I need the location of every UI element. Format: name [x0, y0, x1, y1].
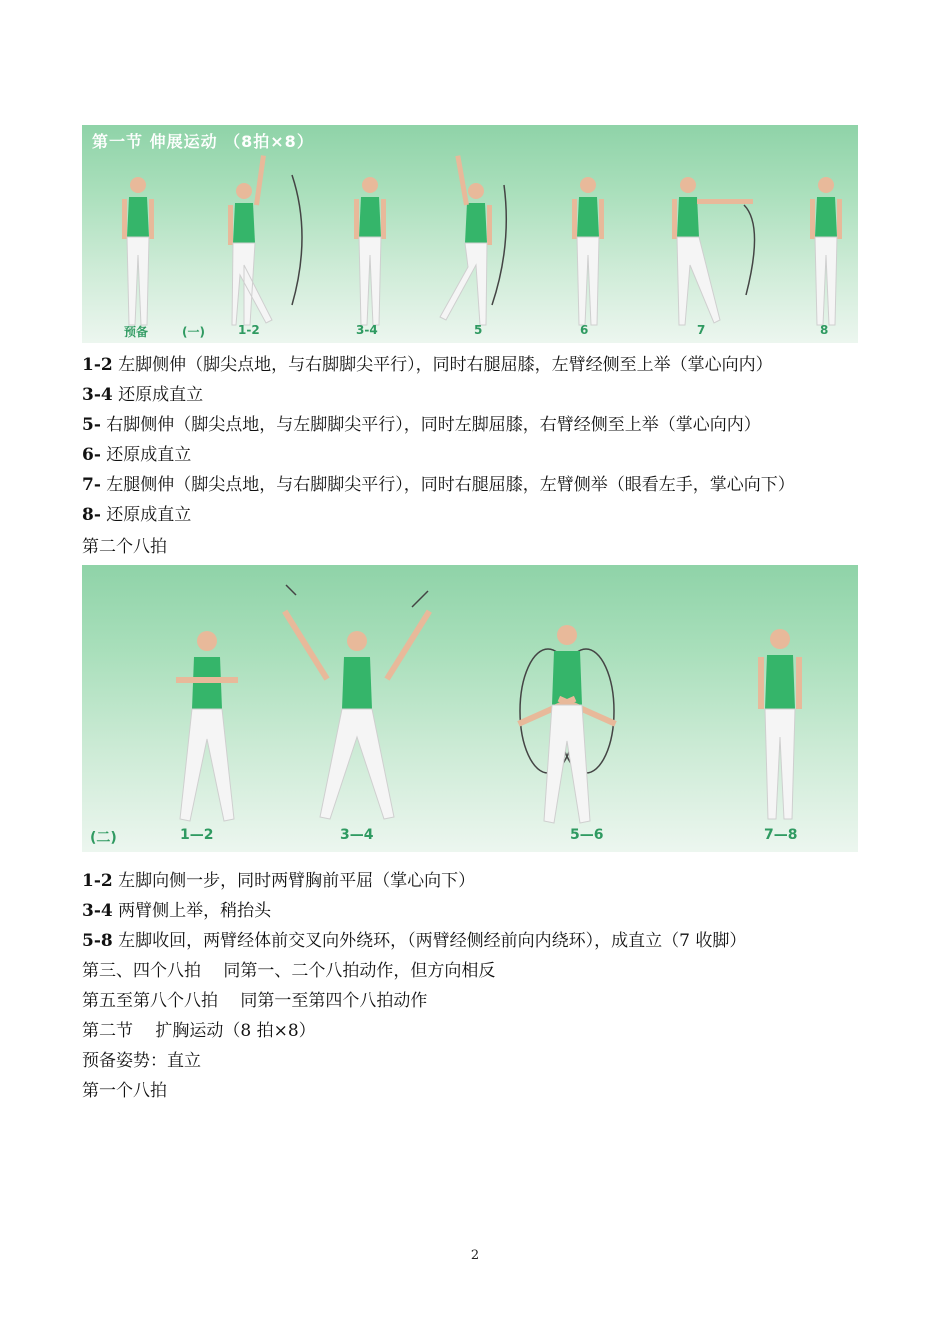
- figure-beat-3-4: [348, 175, 392, 335]
- beat-label: 3—4: [340, 827, 374, 843]
- figure-beat-7: [666, 175, 776, 335]
- beat-label: (一): [182, 325, 205, 339]
- beat-label: (二): [90, 830, 117, 846]
- beat-label: 1-2: [238, 323, 260, 337]
- page-number: 2: [470, 1248, 480, 1263]
- section1-steps: [82, 350, 882, 530]
- beat-label: 7—8: [764, 827, 798, 843]
- step-line: 5-8 左脚收回，两臂经体前交叉向外绕环，（两臂经侧经前向内绕环），成直立（7 收脚）: [82, 931, 747, 951]
- beat-label: 5—6: [570, 827, 604, 843]
- section2-steps: [82, 866, 882, 1106]
- figure-beat-7-8: [750, 627, 810, 827]
- beat-label: 5: [474, 323, 483, 337]
- exercise-illustration-2: [82, 565, 858, 852]
- figure-beat-1-2: [162, 629, 252, 829]
- prep-pose-line: 预备姿势：直立: [82, 1051, 201, 1071]
- beat-label: 1—2: [180, 827, 214, 843]
- figure-beat-1-2: [222, 155, 302, 335]
- paragraph-line: 第五至第八个八拍 同第一至第四个八拍动作: [82, 991, 428, 1011]
- step-line: 1-2 左脚侧伸（脚尖点地，与右脚脚尖平行），同时右腿屈膝，左臂经侧至上举（掌心向内）: [82, 355, 773, 375]
- step-line: 5- 右脚侧伸（脚尖点地，与左脚脚尖平行），同时左脚屈膝，右臂经侧至上举（掌心向内）: [82, 415, 761, 435]
- figure-ready-pose: [116, 175, 160, 335]
- figure-beat-5: [432, 155, 512, 335]
- step-line: 3-4 两臂侧上举，稍抬头: [82, 901, 272, 921]
- step-line: 6- 还原成直立: [82, 445, 192, 465]
- figure-beat-5-6: [492, 621, 642, 831]
- exercise-illustration-1: [82, 125, 858, 343]
- beat-label: 6: [580, 323, 589, 337]
- step-line: 3-4 还原成直立: [82, 385, 204, 405]
- panel-title: 第一节 伸展运动 （8拍×8）: [92, 132, 314, 151]
- step-line: 8- 还原成直立: [82, 505, 192, 525]
- beat-label: 3-4: [356, 323, 378, 337]
- section-title: 第二节 扩胸运动（8 拍×8）: [82, 1021, 316, 1041]
- second-eight-heading: 第二个八拍: [82, 537, 167, 557]
- beat-label: 7: [697, 323, 706, 337]
- paragraph-line: 第三、四个八拍 同第一、二个八拍动作，但方向相反: [82, 961, 496, 981]
- figure-beat-3-4: [282, 577, 432, 827]
- figure-beat-6: [566, 175, 610, 335]
- figure-beat-8: [804, 175, 848, 335]
- first-eight-heading: 第一个八拍: [82, 1081, 167, 1101]
- beat-label: 8: [820, 323, 829, 337]
- beat-label: 预备: [124, 325, 149, 339]
- step-line: 1-2 左脚向侧一步，同时两臂胸前平屈（掌心向下）: [82, 871, 476, 891]
- step-line: 7- 左腿侧伸（脚尖点地，与右脚脚尖平行），同时右腿屈膝，左臂侧举（眼看左手，掌心向下）: [82, 475, 795, 495]
